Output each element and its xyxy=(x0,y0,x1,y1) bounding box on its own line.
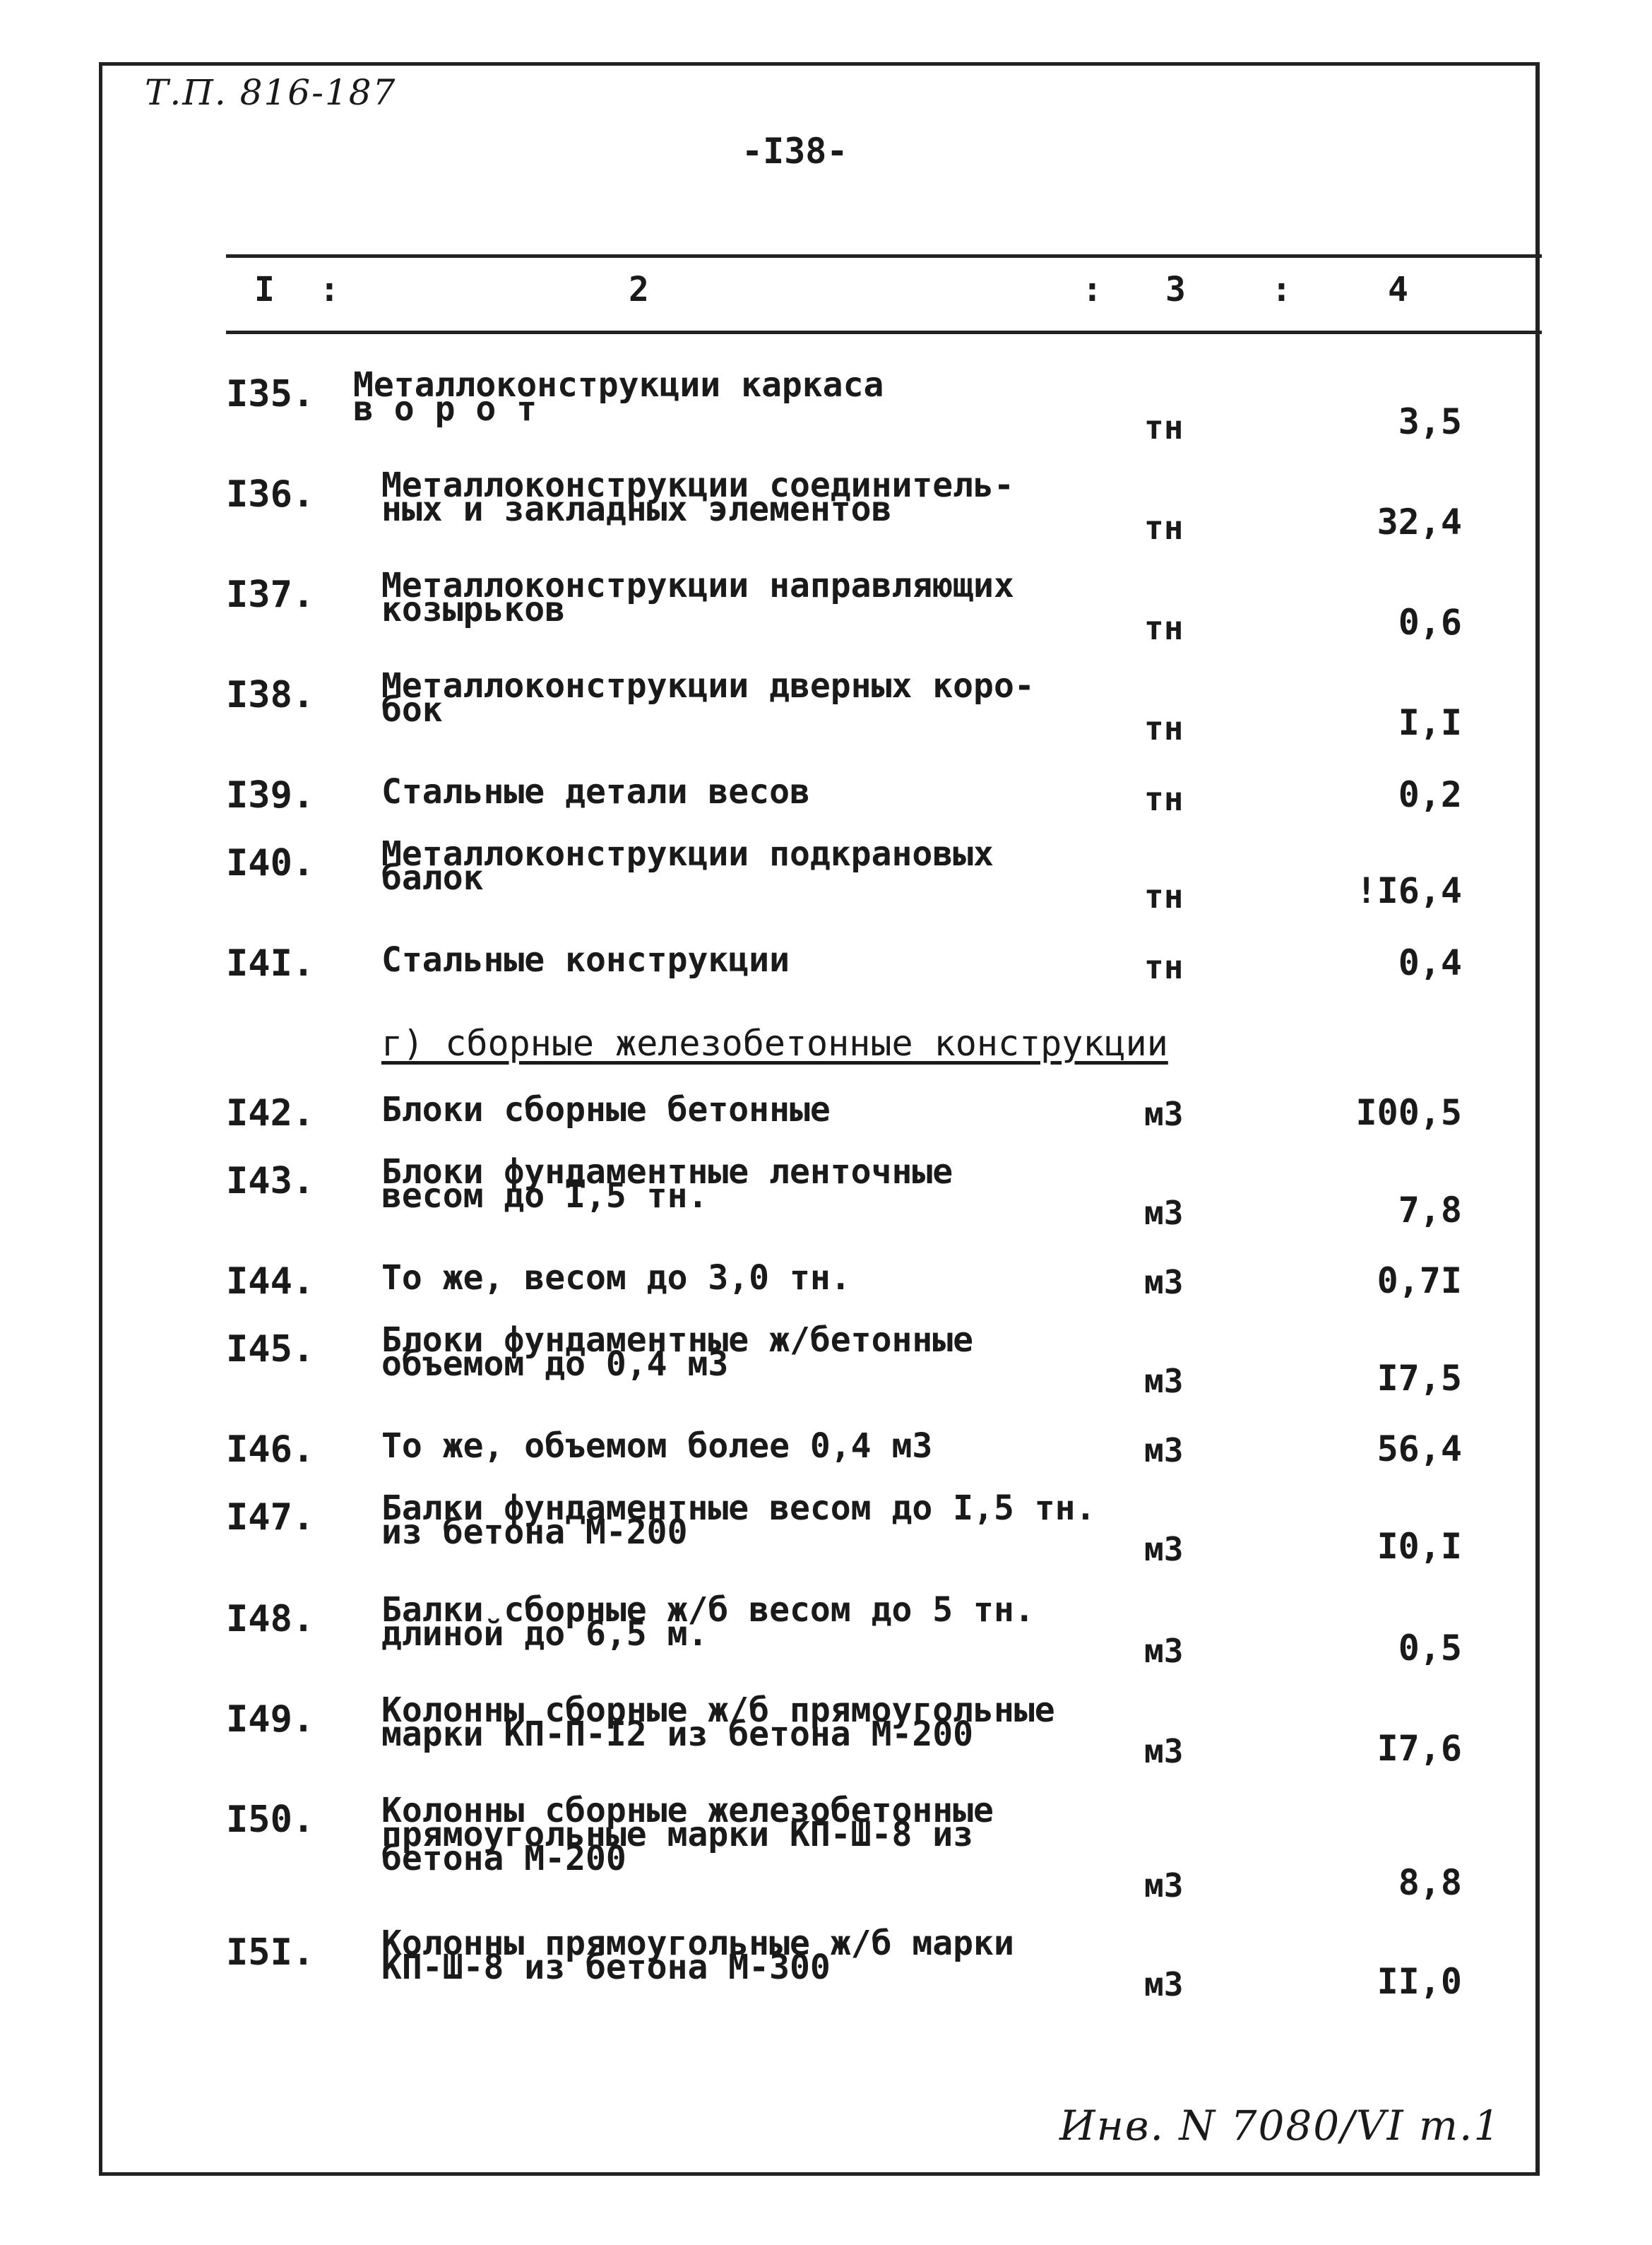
row-description: Балки фундаментные весом до I,5 тн. из бетона М-200 xyxy=(381,1488,1096,1552)
row-number: I40. xyxy=(226,842,315,884)
row-description: Стальные детали весов xyxy=(381,772,810,812)
row-number: I36. xyxy=(226,473,315,516)
row-quantity: 0,2 xyxy=(1398,774,1462,815)
row-number: I5I. xyxy=(226,1931,315,1974)
row-quantity: 8,8 xyxy=(1398,1862,1462,1903)
row-quantity: I,I xyxy=(1398,702,1462,743)
row-number: I46. xyxy=(226,1428,315,1471)
column-header-4: 4 xyxy=(1388,270,1408,309)
row-description: То же, объемом более 0,4 м3 xyxy=(381,1426,933,1466)
row-description: Колонны сборные ж/б прямоугольные марки КП-П-I2 из бетона М-200 xyxy=(381,1690,1055,1754)
row-quantity: I0,I xyxy=(1377,1526,1462,1567)
column-separator: : xyxy=(1082,270,1103,309)
row-unit: м3 xyxy=(1144,1095,1184,1133)
row-description: Колонны сборные железобетонные прямоугольные марки КП-Ш-8 из бетона М-200 xyxy=(381,1791,994,1878)
row-number: I44. xyxy=(226,1260,315,1303)
row-unit: м3 xyxy=(1144,1866,1184,1905)
row-unit: м3 xyxy=(1144,1732,1184,1770)
row-number: I48. xyxy=(226,1598,315,1640)
row-number: I37. xyxy=(226,574,315,616)
row-description: Металлоконструкции соединитель- ных и закладных элементов xyxy=(381,466,1014,529)
row-number: I50. xyxy=(226,1799,315,1841)
row-number: I47. xyxy=(226,1496,315,1539)
row-quantity: 3,5 xyxy=(1398,401,1462,442)
row-number: I35. xyxy=(226,373,315,415)
row-description: Блоки фундаментные ж/бетонные объемом до 0,4 м3 xyxy=(381,1320,974,1384)
row-number: I43. xyxy=(226,1160,315,1202)
section-title: г) сборные железобетонные конструкции xyxy=(381,1023,1168,1064)
row-description: Металлоконструкции дверных коро- бок xyxy=(381,666,1035,730)
row-description: Блоки сборные бетонные xyxy=(381,1090,831,1130)
row-unit: м3 xyxy=(1144,1530,1184,1568)
row-quantity: 0,5 xyxy=(1398,1628,1462,1669)
row-unit: м3 xyxy=(1144,1263,1184,1301)
row-number: I42. xyxy=(226,1092,315,1135)
header-rule-bottom xyxy=(226,331,1542,334)
row-description: Блоки фундаментные ленточные весом до I,5 тн. xyxy=(381,1152,953,1216)
row-quantity: 7,8 xyxy=(1398,1190,1462,1231)
row-description: Металлоконструкции направляющих козырьков xyxy=(381,566,1014,629)
row-description: То же, весом до 3,0 тн. xyxy=(381,1258,851,1298)
row-description: Колонны прямоугольные ж/б марки КП-Ш-8 из бетона М-300 xyxy=(381,1924,1014,1987)
row-description: Металлоконструкции каркаса в о р о т xyxy=(353,365,884,429)
row-quantity: I7,6 xyxy=(1377,1728,1462,1769)
row-unit: тн xyxy=(1144,408,1184,446)
column-separator: : xyxy=(319,270,340,309)
row-unit: тн xyxy=(1144,877,1184,916)
row-number: I39. xyxy=(226,774,315,817)
row-unit: м3 xyxy=(1144,1632,1184,1670)
column-header-1: I xyxy=(254,270,275,309)
row-unit: м3 xyxy=(1144,1194,1184,1232)
row-number: I4I. xyxy=(226,942,315,985)
row-quantity: !I6,4 xyxy=(1355,870,1462,911)
header-rule-top xyxy=(226,254,1542,258)
row-description: Стальные конструкции xyxy=(381,940,790,980)
row-unit: тн xyxy=(1144,780,1184,818)
row-quantity: I00,5 xyxy=(1355,1092,1462,1133)
column-header-3: 3 xyxy=(1165,270,1186,309)
column-separator: : xyxy=(1271,270,1292,309)
column-header-2: 2 xyxy=(629,270,649,309)
row-unit: тн xyxy=(1144,509,1184,547)
row-unit: м3 xyxy=(1144,1965,1184,2003)
document-code: Т.П. 816-187 xyxy=(145,72,397,113)
inventory-signature: Инв. N 7080/VI т.1 xyxy=(1059,2102,1502,2150)
row-quantity: 0,4 xyxy=(1398,942,1462,983)
row-quantity: I7,5 xyxy=(1377,1358,1462,1399)
row-description: Балки сборные ж/б весом до 5 тн. длиной до 6,5 м. xyxy=(381,1590,1035,1654)
row-quantity: 0,7I xyxy=(1377,1260,1462,1301)
row-unit: тн xyxy=(1144,709,1184,747)
row-unit: м3 xyxy=(1144,1431,1184,1469)
row-number: I45. xyxy=(226,1328,315,1370)
row-unit: м3 xyxy=(1144,1362,1184,1400)
row-quantity: II,0 xyxy=(1377,1961,1462,2002)
row-unit: тн xyxy=(1144,948,1184,986)
row-quantity: 56,4 xyxy=(1377,1428,1462,1469)
row-number: I49. xyxy=(226,1698,315,1741)
row-quantity: 0,6 xyxy=(1398,602,1462,643)
row-quantity: 32,4 xyxy=(1377,502,1462,543)
row-description: Металлоконструкции подкрановых балок xyxy=(381,834,994,898)
row-number: I38. xyxy=(226,674,315,716)
page-number: -I38- xyxy=(742,131,848,172)
row-unit: тн xyxy=(1144,609,1184,647)
